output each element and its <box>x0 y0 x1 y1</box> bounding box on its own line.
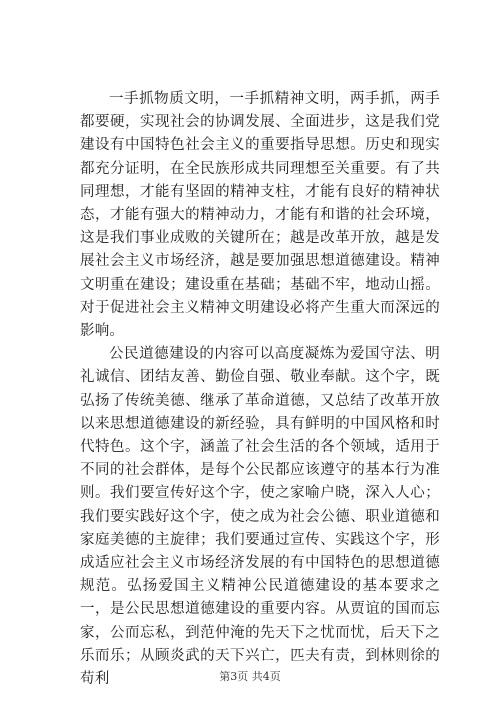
document-body <box>80 88 440 691</box>
paragraph-1: 一手抓物质文明，一手抓精神文明，两手抓，两手都要硬，实现社会的协调发展、全面进步，这是我们党建设有中国特色社会主义的重要指导思想。历史和现实都充分证明，在全民族形成共同理想至关重要。有了共同理想，才能有坚固的精神支柱，才能有良好的精神状态，才能有强大的精神动力，才能有和谐的社会环境，这是我们事业成败的关键所在；越是改革开放，越是发展社会主义市场经济，越是要加强思想道德建设。精神文明重在建设；建设重在基础；基础不牢，地动山摇。对于促进社会主义精神文明建设必将产生重大而深远的影响。 <box>80 91 440 340</box>
paragraph-2: 公民道德建设的内容可以高度凝炼为爱国守法、明礼诚信、团结友善、勤俭自强、敬业奉献。这个字，既弘扬了传统美德、继承了革命道德，又总结了改革开放以来思想道德建设的新经验，具有鲜明的中国风格和时代特色。这个字，涵盖了社会生活的各个领域，适用于不同的社会群体，是每个公民都应该遵守的基本行为准则。我们要宣传好这个字，使之家喻户晓，深入人心；我们要实践好这个字，使之成为社会公德、职业道德和家庭美德的主旋律；我们要通过宣传、实践这个字，形成适应社会主义市场经济发展的有中国特色的思想道德规范。弘扬爱国主义精神公民道德建设的基本要求之一，是公民思想道德建设的重要内容。从贾谊的国而忘家，公而忘私，到范仲淹的先天下之忧而忧，后天下之乐而乐；从顾炎武的天下兴亡，匹夫有责，到林则徐的苟利 <box>80 346 440 688</box>
page-number-footer: 第3页 共4页 <box>219 670 281 683</box>
